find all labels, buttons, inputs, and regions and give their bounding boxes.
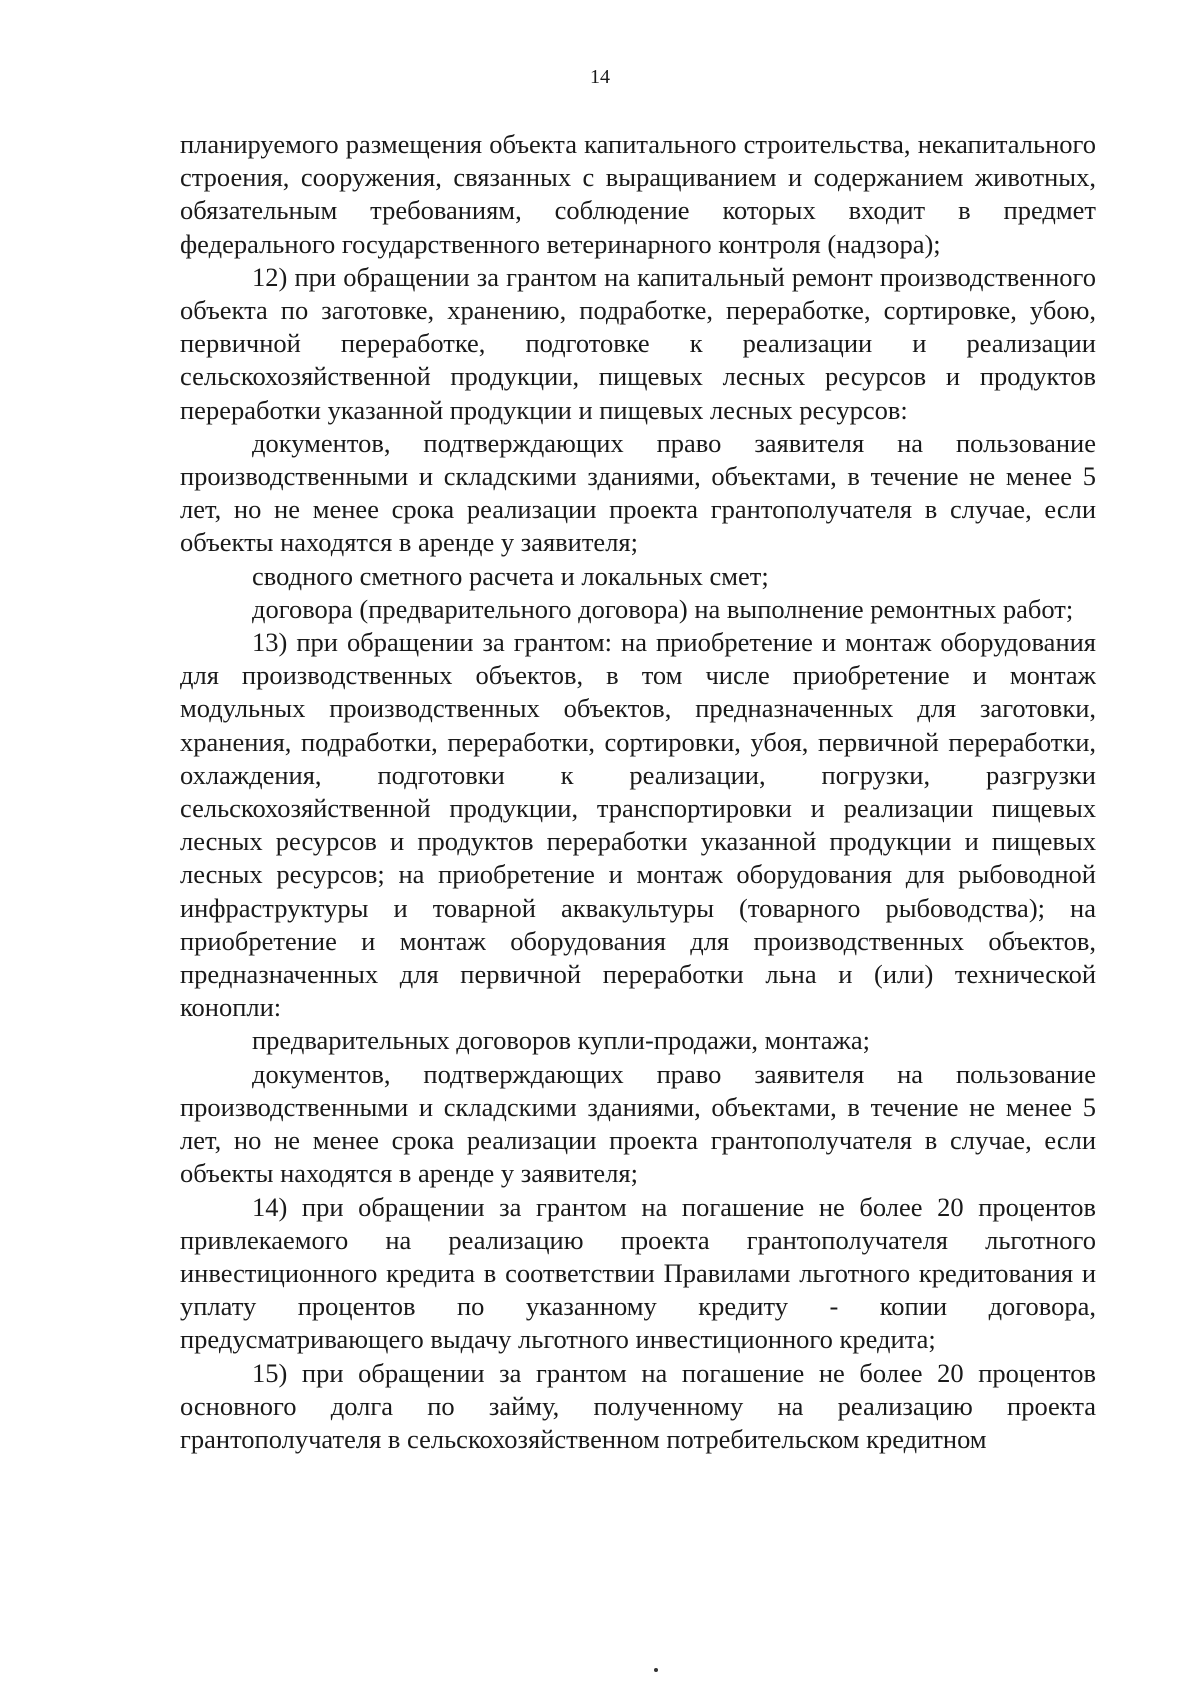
paragraph-item-13: 13) при обращении за грантом: на приобретение и монтаж оборудования для производственных объектов, в том числе приобретение и монтаж модульных производственных объектов, предназначенных для заготовки, хранения, подработки, переработки, сортировки, убоя, первичной переработки, охлаждения, подготовки к реализации, погрузки, разгрузки сельскохозяйственной продукции, транспортировки и реализации пищевых лесных ресурсов и продуктов переработки указанной продукции и пищевых лесных ресурсов; на приобретение и монтаж оборудования для рыбоводной инфраструктуры и товарной аквакультуры (товарного рыбоводства); на приобретение и монтаж оборудования для производственных объектов, предназначенных для первичной переработки льна и (или) технической конопли: (180, 627, 1096, 1023)
paragraph-item-12-contract: договора (предварительного договора) на выполнение ремонтных работ; (252, 593, 1074, 624)
page-number: 14 (590, 66, 610, 88)
paragraph-item-12-documents: документов, подтверждающих право заявителя на пользование производственными и складскими зданиями, объектами, в течение не менее 5 лет, но не менее срока реализации проекта грантополучателя в случае, если объекты находятся в аренде у заявителя; (180, 427, 1096, 558)
paragraph-item-15: 15) при обращении за грантом на погашение не более 20 процентов основного долга по займу, полученному на реализацию проекта грантополучателя в сельскохозяйственном потребительском кредитном (180, 1357, 1096, 1454)
paragraph-continuation: планируемого размещения объекта капитального строительства, некапитального строения, сооружения, связанных с выращиванием и содержанием животных, обязательным требованиям, соблюдение которых входит в предмет федерального государственного ветеринарного контроля (надзора); (180, 129, 1096, 259)
paragraph-item-13-documents: документов, подтверждающих право заявителя на пользование производственными и складскими зданиями, объектами, в течение не менее 5 лет, но не менее срока реализации проекта грантополучателя в случае, если объекты находятся в аренде у заявителя; (180, 1058, 1096, 1189)
paragraph-item-14: 14) при обращении за грантом на погашение не более 20 процентов привлекаемого на реализацию проекта грантополучателя льготного инвестиционного кредита в соответствии Правилами льготного кредитования и уплату процентов по указанному кредиту - копии договора, предусматривающего выдачу льготного инвестиционного кредита; (180, 1191, 1096, 1355)
document-body (180, 128, 1096, 1456)
paragraph-item-12-estimates: сводного сметного расчета и локальных смет; (252, 560, 769, 591)
paragraph-item-12: 12) при обращении за грантом на капитальный ремонт производственного объекта по заготовке, хранению, подработке, переработке, сортировке, убою, первичной переработке, подготовке к реализации и реализации сельскохозяйственной продукции, пищевых лесных ресурсов и продуктов переработки указанной продукции и пищевых лесных ресурсов: (180, 261, 1096, 425)
scan-speck (654, 1668, 658, 1672)
paragraph-item-13-contracts: предварительных договоров купли-продажи, монтажа; (252, 1025, 870, 1056)
